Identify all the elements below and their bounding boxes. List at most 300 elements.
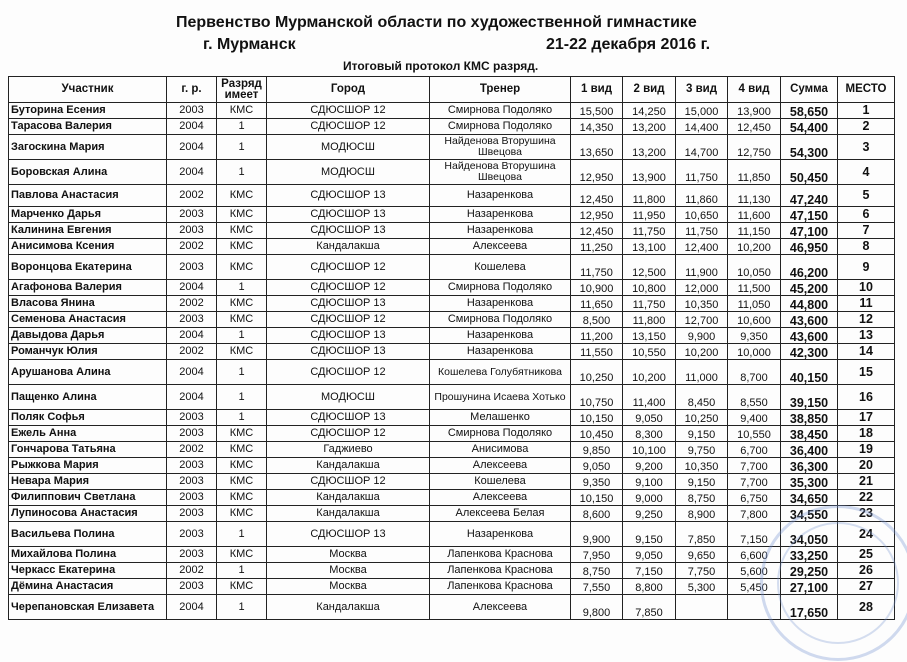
total-sum: 34,050 <box>781 522 838 547</box>
col-score-4: 4 вид <box>728 77 781 103</box>
score-4: 7,700 <box>728 474 781 490</box>
score-3: 9,150 <box>676 474 728 490</box>
rank: КМС <box>217 185 267 207</box>
city: Кандалакша <box>267 595 430 620</box>
results-body <box>9 103 895 620</box>
city: СДЮСШОР 13 <box>267 328 430 344</box>
score-2: 7,150 <box>623 563 676 579</box>
score-1: 7,550 <box>571 579 623 595</box>
score-3: 9,750 <box>676 442 728 458</box>
score-1: 8,750 <box>571 563 623 579</box>
table-row <box>9 474 895 490</box>
score-1: 12,950 <box>571 207 623 223</box>
participant-name: Пащенко Алина <box>9 385 167 410</box>
coach: Кошелева <box>430 255 571 280</box>
participant-name: Воронцова Екатерина <box>9 255 167 280</box>
score-4: 11,150 <box>728 223 781 239</box>
participant-name: Черкасс Екатерина <box>9 563 167 579</box>
score-2: 9,250 <box>623 506 676 522</box>
score-2: 13,900 <box>623 160 676 185</box>
score-4: 11,850 <box>728 160 781 185</box>
table-row <box>9 344 895 360</box>
city: Кандалакша <box>267 239 430 255</box>
rank: 1 <box>217 522 267 547</box>
score-4: 13,900 <box>728 103 781 119</box>
total-sum: 36,300 <box>781 458 838 474</box>
city: СДЮСШОР 12 <box>267 312 430 328</box>
score-3: 15,000 <box>676 103 728 119</box>
rank: КМС <box>217 474 267 490</box>
city: МОДЮСШ <box>267 385 430 410</box>
total-sum: 39,150 <box>781 385 838 410</box>
header-row <box>9 77 895 103</box>
coach: Найденова Вторушина Швецова <box>430 135 571 160</box>
participant-name: Боровская Алина <box>9 160 167 185</box>
score-1: 14,350 <box>571 119 623 135</box>
place: 8 <box>838 239 895 255</box>
participant-name: Калинина Евгения <box>9 223 167 239</box>
birth-year: 2002 <box>167 442 217 458</box>
birth-year: 2002 <box>167 563 217 579</box>
total-sum: 46,200 <box>781 255 838 280</box>
place: 24 <box>838 522 895 547</box>
total-sum: 34,550 <box>781 506 838 522</box>
rank: КМС <box>217 207 267 223</box>
total-sum: 33,250 <box>781 547 838 563</box>
birth-year: 2003 <box>167 410 217 426</box>
coach: Кошелева Голубятникова <box>430 360 571 385</box>
birth-year: 2003 <box>167 207 217 223</box>
city: Москва <box>267 579 430 595</box>
score-2: 13,200 <box>623 119 676 135</box>
birth-year: 2003 <box>167 255 217 280</box>
participant-name: Поляк Софья <box>9 410 167 426</box>
score-4: 12,450 <box>728 119 781 135</box>
score-4: 10,200 <box>728 239 781 255</box>
score-1: 11,650 <box>571 296 623 312</box>
place: 21 <box>838 474 895 490</box>
score-1: 9,350 <box>571 474 623 490</box>
place: 18 <box>838 426 895 442</box>
score-3: 11,750 <box>676 160 728 185</box>
col-rank: Разряд имеет <box>217 77 267 103</box>
coach: Назаренкова <box>430 328 571 344</box>
rank: 1 <box>217 135 267 160</box>
participant-name: Агафонова Валерия <box>9 280 167 296</box>
participant-name: Рыжкова Мария <box>9 458 167 474</box>
participant-name: Арушанова Алина <box>9 360 167 385</box>
birth-year: 2004 <box>167 280 217 296</box>
table-row <box>9 563 895 579</box>
score-4: 5,450 <box>728 579 781 595</box>
rank: 1 <box>217 160 267 185</box>
place: 13 <box>838 328 895 344</box>
total-sum: 38,850 <box>781 410 838 426</box>
score-3: 5,300 <box>676 579 728 595</box>
place: 12 <box>838 312 895 328</box>
table-row <box>9 506 895 522</box>
coach: Назаренкова <box>430 223 571 239</box>
total-sum: 44,800 <box>781 296 838 312</box>
coach: Смирнова Подоляко <box>430 103 571 119</box>
table-row <box>9 385 895 410</box>
score-4: 10,000 <box>728 344 781 360</box>
table-row <box>9 185 895 207</box>
coach: Назаренкова <box>430 185 571 207</box>
total-sum: 36,400 <box>781 442 838 458</box>
score-3: 11,750 <box>676 223 728 239</box>
score-3: 10,250 <box>676 410 728 426</box>
score-2: 13,150 <box>623 328 676 344</box>
participant-name: Филиппович Светлана <box>9 490 167 506</box>
coach: Смирнова Подоляко <box>430 312 571 328</box>
score-1: 10,450 <box>571 426 623 442</box>
score-2: 9,050 <box>623 547 676 563</box>
total-sum: 47,240 <box>781 185 838 207</box>
total-sum: 42,300 <box>781 344 838 360</box>
city: СДЮСШОР 13 <box>267 410 430 426</box>
coach: Назаренкова <box>430 522 571 547</box>
rank: КМС <box>217 458 267 474</box>
score-3: 9,900 <box>676 328 728 344</box>
col-coach: Тренер <box>430 77 571 103</box>
score-1: 10,750 <box>571 385 623 410</box>
coach: Найденова Вторушина Швецова <box>430 160 571 185</box>
coach: Смирнова Подоляко <box>430 119 571 135</box>
rank: 1 <box>217 328 267 344</box>
score-4 <box>728 595 781 620</box>
score-1: 10,150 <box>571 490 623 506</box>
rank: КМС <box>217 490 267 506</box>
total-sum: 29,250 <box>781 563 838 579</box>
rank: КМС <box>217 312 267 328</box>
place: 20 <box>838 458 895 474</box>
table-row <box>9 442 895 458</box>
score-3: 7,750 <box>676 563 728 579</box>
birth-year: 2003 <box>167 312 217 328</box>
coach: Прошунина Исаева Хотько <box>430 385 571 410</box>
rank: КМС <box>217 239 267 255</box>
score-3: 10,350 <box>676 296 728 312</box>
score-4: 8,700 <box>728 360 781 385</box>
table-row <box>9 207 895 223</box>
participant-name: Буторина Есения <box>9 103 167 119</box>
total-sum: 38,450 <box>781 426 838 442</box>
city: Кандалакша <box>267 506 430 522</box>
city: СДЮСШОР 13 <box>267 207 430 223</box>
col-score-3: 3 вид <box>676 77 728 103</box>
place: 19 <box>838 442 895 458</box>
table-row <box>9 119 895 135</box>
place: 22 <box>838 490 895 506</box>
coach: Назаренкова <box>430 296 571 312</box>
total-sum: 58,650 <box>781 103 838 119</box>
score-3: 11,860 <box>676 185 728 207</box>
document-title: Первенство Мурманской области по художественной гимнастике <box>176 14 697 31</box>
score-1: 8,500 <box>571 312 623 328</box>
table-row <box>9 410 895 426</box>
city: СДЮСШОР 12 <box>267 474 430 490</box>
score-4: 12,750 <box>728 135 781 160</box>
place: 15 <box>838 360 895 385</box>
rank: 1 <box>217 280 267 296</box>
rank: КМС <box>217 547 267 563</box>
city: Москва <box>267 563 430 579</box>
coach: Лапенкова Краснова <box>430 547 571 563</box>
place: 11 <box>838 296 895 312</box>
score-4: 10,600 <box>728 312 781 328</box>
score-1: 9,050 <box>571 458 623 474</box>
total-sum: 34,650 <box>781 490 838 506</box>
birth-year: 2004 <box>167 328 217 344</box>
coach: Назаренкова <box>430 207 571 223</box>
score-2: 11,800 <box>623 185 676 207</box>
score-4: 9,400 <box>728 410 781 426</box>
table-row <box>9 160 895 185</box>
score-2: 11,400 <box>623 385 676 410</box>
table-row <box>9 360 895 385</box>
participant-name: Лупиносова Анастасия <box>9 506 167 522</box>
table-row <box>9 579 895 595</box>
city: Москва <box>267 547 430 563</box>
score-1: 8,600 <box>571 506 623 522</box>
score-2: 9,050 <box>623 410 676 426</box>
city: СДЮСШОР 13 <box>267 296 430 312</box>
rank: КМС <box>217 103 267 119</box>
score-2: 8,300 <box>623 426 676 442</box>
city: СДЮСШОР 13 <box>267 344 430 360</box>
table-row <box>9 103 895 119</box>
participant-name: Марченко Дарья <box>9 207 167 223</box>
coach: Назаренкова <box>430 344 571 360</box>
table-row <box>9 239 895 255</box>
score-3: 12,400 <box>676 239 728 255</box>
score-1: 11,200 <box>571 328 623 344</box>
participant-name: Гончарова Татьяна <box>9 442 167 458</box>
participant-name: Павлова Анастасия <box>9 185 167 207</box>
total-sum: 35,300 <box>781 474 838 490</box>
rank: КМС <box>217 255 267 280</box>
score-4: 11,600 <box>728 207 781 223</box>
birth-year: 2003 <box>167 490 217 506</box>
place: 3 <box>838 135 895 160</box>
rank: КМС <box>217 579 267 595</box>
table-row <box>9 490 895 506</box>
place: 5 <box>838 185 895 207</box>
score-1: 12,450 <box>571 185 623 207</box>
birth-year: 2004 <box>167 135 217 160</box>
city: Кандалакша <box>267 490 430 506</box>
score-2: 12,500 <box>623 255 676 280</box>
score-3: 8,750 <box>676 490 728 506</box>
coach: Кошелева <box>430 474 571 490</box>
participant-name: Давыдова Дарья <box>9 328 167 344</box>
col-score-2: 2 вид <box>623 77 676 103</box>
birth-year: 2003 <box>167 458 217 474</box>
score-2: 11,950 <box>623 207 676 223</box>
score-1: 11,550 <box>571 344 623 360</box>
place: 27 <box>838 579 895 595</box>
city: МОДЮСШ <box>267 160 430 185</box>
score-4: 10,050 <box>728 255 781 280</box>
score-4: 7,700 <box>728 458 781 474</box>
birth-year: 2002 <box>167 185 217 207</box>
score-2: 11,800 <box>623 312 676 328</box>
place: 10 <box>838 280 895 296</box>
table-row <box>9 547 895 563</box>
score-4: 5,600 <box>728 563 781 579</box>
col-score-1: 1 вид <box>571 77 623 103</box>
score-2: 11,750 <box>623 296 676 312</box>
participant-name: Васильева Полина <box>9 522 167 547</box>
score-4: 10,550 <box>728 426 781 442</box>
score-3: 10,200 <box>676 344 728 360</box>
city: Гаджиево <box>267 442 430 458</box>
score-2: 9,150 <box>623 522 676 547</box>
score-3: 14,700 <box>676 135 728 160</box>
score-4: 6,750 <box>728 490 781 506</box>
score-2: 13,100 <box>623 239 676 255</box>
score-3: 7,850 <box>676 522 728 547</box>
birth-year: 2002 <box>167 239 217 255</box>
table-row <box>9 312 895 328</box>
score-3: 9,150 <box>676 426 728 442</box>
total-sum: 40,150 <box>781 360 838 385</box>
rank: КМС <box>217 442 267 458</box>
participant-name: Анисимова Ксения <box>9 239 167 255</box>
score-4: 11,050 <box>728 296 781 312</box>
score-2: 10,550 <box>623 344 676 360</box>
rank: 1 <box>217 360 267 385</box>
table-row <box>9 595 895 620</box>
score-1: 13,650 <box>571 135 623 160</box>
rank: КМС <box>217 296 267 312</box>
score-4: 6,600 <box>728 547 781 563</box>
score-3: 10,350 <box>676 458 728 474</box>
city: СДЮСШОР 13 <box>267 522 430 547</box>
total-sum: 17,650 <box>781 595 838 620</box>
score-2: 9,000 <box>623 490 676 506</box>
place: 16 <box>838 385 895 410</box>
score-2: 13,200 <box>623 135 676 160</box>
city: СДЮСШОР 12 <box>267 255 430 280</box>
rank: 1 <box>217 410 267 426</box>
birth-year: 2003 <box>167 103 217 119</box>
place: 26 <box>838 563 895 579</box>
rank: 1 <box>217 385 267 410</box>
place: 2 <box>838 119 895 135</box>
col-birth-year: г. р. <box>167 77 217 103</box>
birth-year: 2003 <box>167 506 217 522</box>
score-1: 11,750 <box>571 255 623 280</box>
place: 17 <box>838 410 895 426</box>
score-1: 9,900 <box>571 522 623 547</box>
score-2: 8,800 <box>623 579 676 595</box>
score-2: 10,100 <box>623 442 676 458</box>
birth-year: 2003 <box>167 522 217 547</box>
total-sum: 45,200 <box>781 280 838 296</box>
participant-name: Власова Янина <box>9 296 167 312</box>
score-4: 11,130 <box>728 185 781 207</box>
total-sum: 43,600 <box>781 328 838 344</box>
place: 7 <box>838 223 895 239</box>
coach: Алексеева <box>430 458 571 474</box>
score-4: 6,700 <box>728 442 781 458</box>
score-2: 10,800 <box>623 280 676 296</box>
birth-year: 2004 <box>167 160 217 185</box>
score-2: 9,200 <box>623 458 676 474</box>
total-sum: 27,100 <box>781 579 838 595</box>
score-3: 8,450 <box>676 385 728 410</box>
participant-name: Романчук Юлия <box>9 344 167 360</box>
score-2: 7,850 <box>623 595 676 620</box>
participant-name: Загоскина Мария <box>9 135 167 160</box>
score-4: 11,500 <box>728 280 781 296</box>
coach: Смирнова Подоляко <box>430 280 571 296</box>
total-sum: 47,100 <box>781 223 838 239</box>
participant-name: Черепановская Елизавета <box>9 595 167 620</box>
score-2: 9,100 <box>623 474 676 490</box>
total-sum: 43,600 <box>781 312 838 328</box>
score-3 <box>676 595 728 620</box>
total-sum: 54,400 <box>781 119 838 135</box>
table-row <box>9 328 895 344</box>
score-3: 12,000 <box>676 280 728 296</box>
coach: Мелашенко <box>430 410 571 426</box>
score-3: 9,650 <box>676 547 728 563</box>
score-4: 7,150 <box>728 522 781 547</box>
score-1: 10,900 <box>571 280 623 296</box>
city: Кандалакша <box>267 458 430 474</box>
place: 14 <box>838 344 895 360</box>
coach: Анисимова <box>430 442 571 458</box>
table-row <box>9 280 895 296</box>
score-4: 8,550 <box>728 385 781 410</box>
score-1: 10,250 <box>571 360 623 385</box>
city: СДЮСШОР 12 <box>267 119 430 135</box>
score-1: 12,950 <box>571 160 623 185</box>
participant-name: Ежель Анна <box>9 426 167 442</box>
score-1: 12,450 <box>571 223 623 239</box>
participant-name: Дёмина Анастасия <box>9 579 167 595</box>
birth-year: 2004 <box>167 119 217 135</box>
rank: 1 <box>217 595 267 620</box>
score-2: 11,750 <box>623 223 676 239</box>
place: 23 <box>838 506 895 522</box>
score-1: 10,150 <box>571 410 623 426</box>
score-4: 9,350 <box>728 328 781 344</box>
score-1: 11,250 <box>571 239 623 255</box>
participant-name: Семенова Анастасия <box>9 312 167 328</box>
table-row <box>9 223 895 239</box>
rank: КМС <box>217 344 267 360</box>
score-3: 11,900 <box>676 255 728 280</box>
score-2: 10,200 <box>623 360 676 385</box>
participant-name: Тарасова Валерия <box>9 119 167 135</box>
coach: Алексеева <box>430 490 571 506</box>
score-4: 7,800 <box>728 506 781 522</box>
rank: 1 <box>217 563 267 579</box>
total-sum: 54,300 <box>781 135 838 160</box>
city: СДЮСШОР 12 <box>267 360 430 385</box>
place: 28 <box>838 595 895 620</box>
birth-year: 2003 <box>167 426 217 442</box>
rank: КМС <box>217 426 267 442</box>
city: МОДЮСШ <box>267 135 430 160</box>
city-label: г. Мурманск <box>203 36 296 53</box>
total-sum: 47,150 <box>781 207 838 223</box>
birth-year: 2003 <box>167 223 217 239</box>
